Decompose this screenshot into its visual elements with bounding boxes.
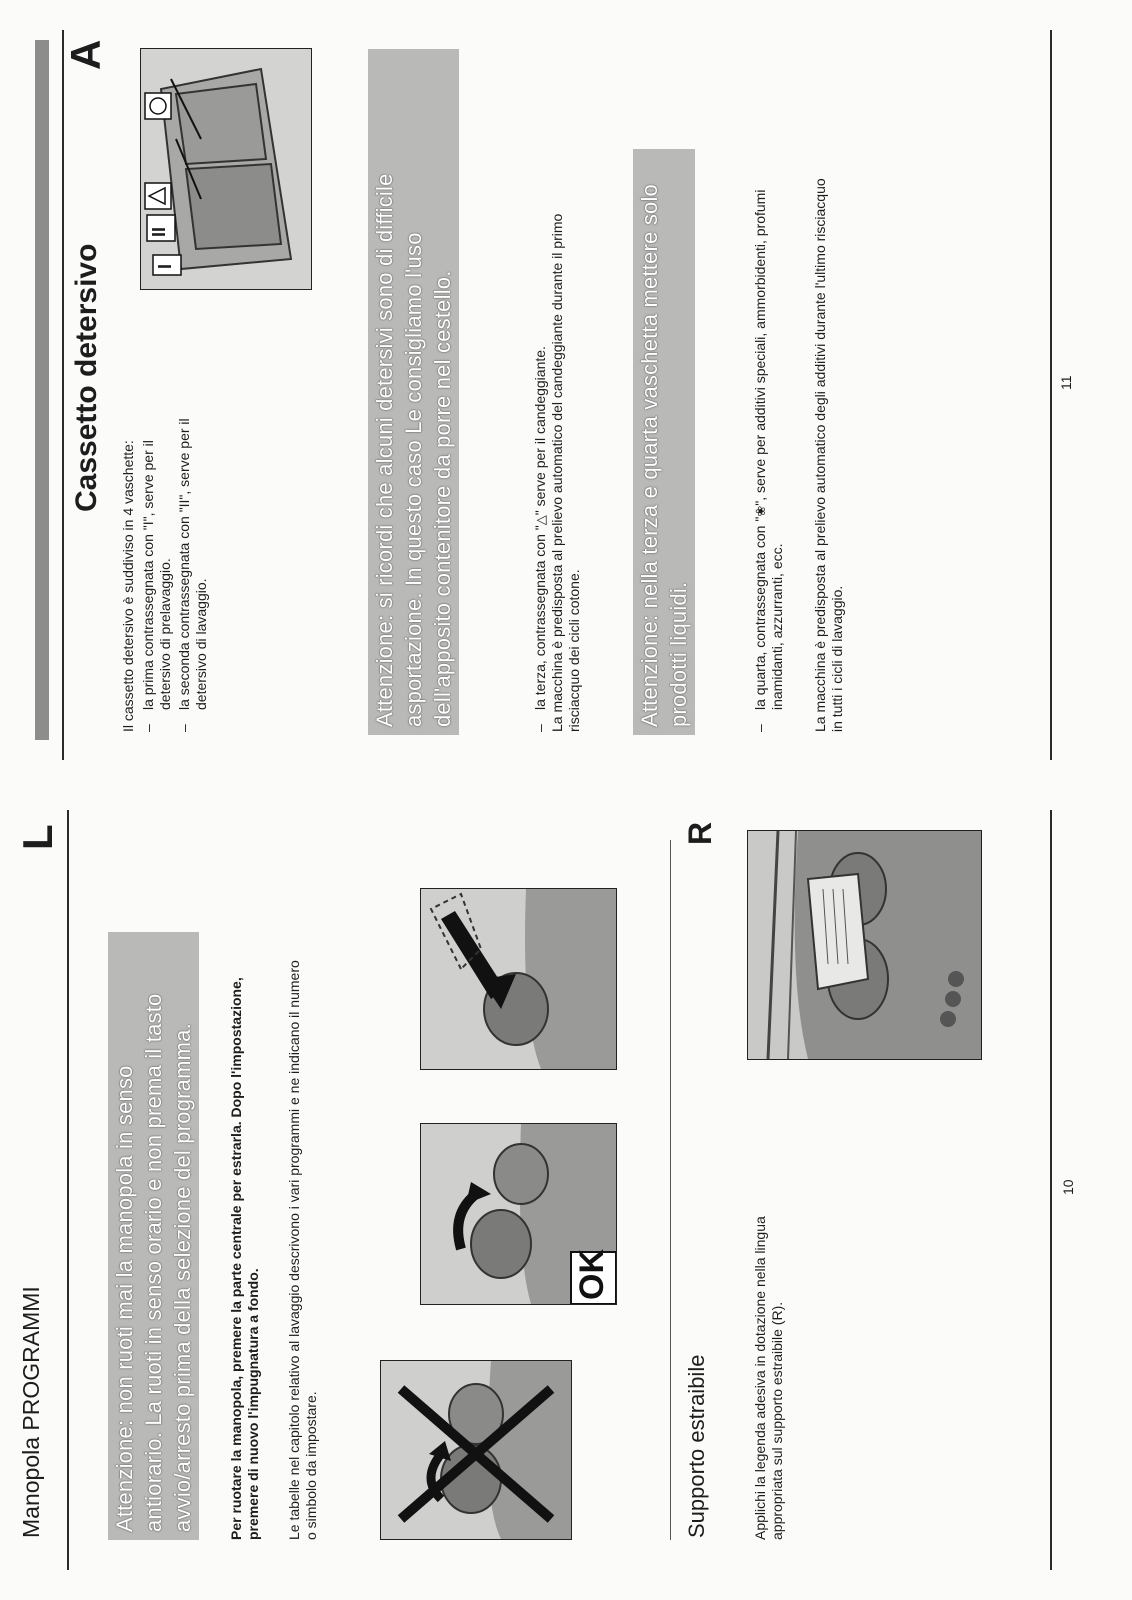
bullet-line: detersivo di prelavaggio. (157, 558, 173, 710)
bullet-body (140, 440, 174, 710)
bullet-line: la seconda contrassegnata con "II", serve per il (176, 418, 192, 710)
bullet-line: la prima contrassegnata con "I", serve per il (140, 440, 156, 710)
warning-line: Attenzione: nella terza e quarta vaschetta mettere solo (637, 184, 662, 727)
figure-letter-a: A (62, 39, 109, 70)
instruction-line: premere di nuovo l'impugnatura a fondo. (245, 1268, 261, 1540)
warning-line: antiorario. La ruoti in senso orario e non prema il tasto (141, 993, 166, 1532)
bullet-third-compartment (532, 52, 549, 732)
bullet-dash: – (176, 724, 192, 732)
knob-push-pull-image (420, 888, 617, 1070)
bullet-dash: – (140, 724, 156, 732)
ok-label: OK (573, 1249, 611, 1300)
drawer-intro-text: Il cassetto detersivo è suddiviso in 4 vaschette: (120, 440, 136, 732)
warning-line: prodotti liquidi. (666, 581, 691, 727)
bullet-first-compartment (140, 312, 174, 732)
knob-clockwise-ok-image (420, 1123, 617, 1305)
supporto-line: appropriata sul supporto estraibile (R). (769, 1301, 785, 1540)
page-number-left: 10 (1060, 1179, 1076, 1195)
additives-note-text (812, 52, 846, 732)
section-title-cassetto: Cassetto detersivo (70, 243, 103, 512)
bullet-body (532, 346, 549, 710)
section-title-programmi: Manopola PROGRAMMI (18, 1286, 44, 1538)
additives-note-line: La macchina è predisposta al prelievo automatico degli additivi durante l'ultimo risciacquo (812, 178, 828, 732)
bullet-line: inamidanti, azzurranti, ecc. (769, 543, 785, 710)
warning-box-liquids (633, 149, 695, 735)
bleach-triangle-icon: △ (533, 515, 548, 526)
top-rule-right (62, 30, 64, 760)
bottom-rule-right (1050, 30, 1052, 760)
gray-sidebar-strip (35, 40, 49, 740)
tables-note-line: Le tabelle nel capitolo relativo al lavaggio descrivono i vari programmi e ne indicano il numero (286, 960, 302, 1540)
warning-box-detergents (368, 49, 459, 735)
knob-counterclockwise-forbidden-image (380, 1360, 572, 1540)
bottom-rule-left (1050, 810, 1052, 1570)
bullet-line: detersivo di lavaggio. (193, 578, 209, 710)
warning-line: dell'apposito contenitore da porre nel cestello. (430, 270, 455, 727)
figure-letter-l: L (14, 824, 61, 850)
tables-note-line: o simbolo da impostare. (303, 1391, 319, 1540)
bleach-note-line: risciacquo dei cicli cotone. (566, 569, 582, 732)
detergent-drawer-image (140, 48, 312, 290)
warning-box-programmi (108, 932, 199, 1540)
additives-note-line: in tutti i cicli di lavaggio. (829, 585, 845, 732)
tables-note-text (286, 820, 320, 1540)
warning-line: asportazione. In questo caso Le consigliamo l'uso (401, 232, 426, 727)
warning-line: avvio/arresto prima della selezione del programma. (170, 1023, 195, 1532)
bullet-body (176, 418, 210, 710)
bullet-text-prefix: la quarta, contrassegnata con " (752, 516, 768, 710)
instruction-line: Per ruotare la manopola, premere la parte centrale per estrarla. Dopo l'impostazione, (228, 977, 244, 1540)
bullet-text-suffix: ", serve per additivi speciali, ammorbidenti, profumi (752, 189, 768, 506)
bullet-dash: – (532, 724, 548, 732)
supporto-line: Applichi la legenda adesiva in dotazione nella lingua (752, 1216, 768, 1540)
drawer-label-ii: II (149, 226, 169, 237)
top-rule-left (67, 810, 69, 1570)
figure-letter-r: R (682, 821, 718, 845)
removable-support-image (747, 830, 982, 1060)
instruction-text-bold (228, 820, 262, 1540)
bullet-text-prefix: la terza, contrassegnata con " (532, 525, 548, 710)
drawer-label-i: I (155, 263, 175, 269)
bullet-body (752, 190, 786, 710)
bullet-fourth-compartment (752, 52, 786, 732)
flower-softener-icon: ❀ (753, 505, 768, 517)
bleach-note-text (549, 52, 583, 732)
section-divider-left (670, 840, 671, 1540)
page-number-right: 11 (1058, 375, 1074, 390)
bullet-dash: – (752, 724, 768, 732)
supporto-text (752, 1100, 786, 1540)
bullet-text-suffix: " serve per il candeggiante. (532, 346, 548, 516)
warning-line: Attenzione: non ruoti mai la manopola in senso (112, 1065, 137, 1532)
bleach-note-line: La macchina è predisposta al prelievo automatico del candeggiante durante il primo (549, 213, 565, 732)
section-title-supporto: Supporto estraibile (684, 1354, 709, 1538)
warning-line: Attenzione: si ricordi che alcuni detersivi sono di difficile (372, 173, 397, 727)
bullet-second-compartment (176, 312, 210, 732)
